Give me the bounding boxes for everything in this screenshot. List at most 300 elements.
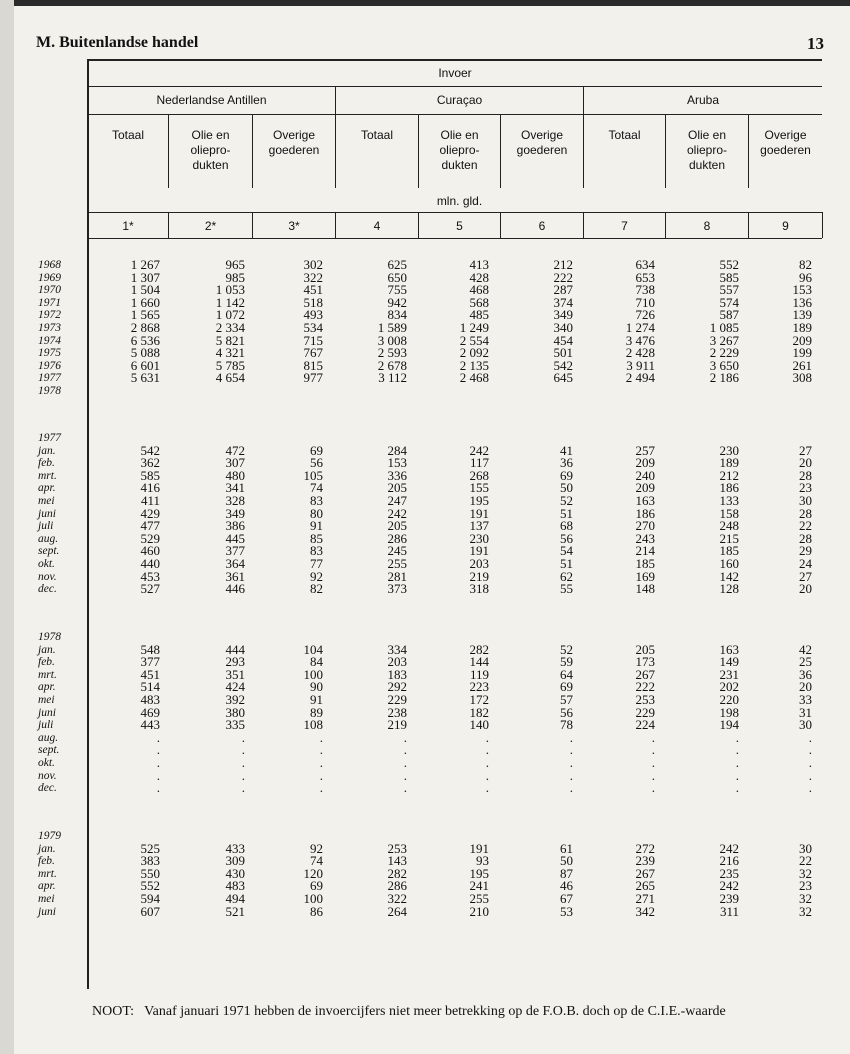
table-cell: 59	[560, 654, 573, 670]
table-cell: 32	[799, 865, 812, 881]
data-column	[165, 830, 245, 918]
table-cell: 272	[635, 840, 655, 856]
table-cell: 128	[719, 581, 739, 597]
table-cell: 548	[140, 641, 160, 657]
table-cell: .	[651, 742, 655, 758]
row-label: apr.	[38, 880, 56, 893]
table-cell: 480	[225, 467, 245, 483]
row-label: mrt.	[38, 668, 57, 681]
table-cell: 265	[635, 878, 655, 894]
table-cell: 377	[225, 543, 245, 559]
row-label: mrt.	[38, 867, 57, 880]
column-number: 1*	[122, 219, 134, 233]
table-cell: 203	[469, 555, 489, 571]
table-cell: 433	[225, 840, 245, 856]
table-cell: 69	[310, 878, 323, 894]
table-cell: 82	[799, 257, 812, 272]
table-cell: 625	[387, 257, 407, 272]
table-cell: 143	[387, 853, 407, 869]
table-cell: .	[569, 767, 573, 783]
table-cell: 5 821	[215, 332, 245, 348]
table-cell: 67	[560, 890, 573, 906]
table-cell: 28	[799, 505, 812, 521]
table-cell: 64	[560, 666, 573, 682]
table-cell: 195	[469, 865, 489, 881]
table-cell: .	[319, 754, 323, 770]
table-cell: 205	[387, 518, 407, 534]
table-cell: .	[651, 767, 655, 783]
table-cell: 212	[553, 257, 573, 272]
table-cell	[253, 385, 323, 398]
table-cell: 444	[225, 641, 245, 657]
table-cell: .	[319, 742, 323, 758]
table-cell: 349	[225, 505, 245, 521]
table-cell: 460	[140, 543, 160, 559]
table-cell: 90	[310, 679, 323, 695]
data-column	[253, 830, 323, 918]
table-cell: 1 142	[215, 294, 245, 310]
table-cell: 216	[719, 853, 739, 869]
table-cell: 383	[140, 853, 160, 869]
table-cell: .	[319, 729, 323, 745]
table-cell: 3 112	[378, 370, 407, 386]
table-cell: 253	[635, 691, 655, 707]
row-label: mrt.	[38, 469, 57, 482]
data-column	[575, 259, 655, 398]
table-cell: 1 589	[377, 319, 407, 335]
table-cell: 424	[225, 679, 245, 695]
subheader-olie: Olie en oliepro- dukten	[190, 128, 231, 172]
table-cell: 985	[225, 269, 245, 285]
column-number: 5	[456, 219, 463, 233]
table-cell: 284	[387, 442, 407, 458]
table-cell: 89	[310, 704, 323, 720]
table-cell: 77	[310, 555, 323, 571]
table-cell: 341	[225, 480, 245, 496]
table-cell: 380	[225, 704, 245, 720]
table-cell: 267	[635, 666, 655, 682]
table-cell: 322	[387, 890, 407, 906]
table-cell: .	[569, 754, 573, 770]
table-cell: 153	[387, 455, 407, 471]
table-cell: 69	[560, 467, 573, 483]
table-cell: 386	[225, 518, 245, 534]
column-number: 3*	[288, 219, 300, 233]
table-cell: 27	[799, 568, 812, 584]
table-cell: 212	[719, 467, 739, 483]
table-cell: 245	[387, 543, 407, 559]
table-cell: 483	[140, 691, 160, 707]
table-cell: 247	[387, 492, 407, 508]
table-cell: 1 249	[459, 319, 489, 335]
page-number: 13	[807, 34, 824, 53]
data-column	[327, 830, 407, 918]
table-cell: 286	[387, 530, 407, 546]
colnum-rule-bottom	[88, 238, 822, 239]
table-cell: 55	[560, 581, 573, 597]
data-column	[88, 432, 160, 596]
table-cell: 529	[140, 530, 160, 546]
table-cell: 183	[387, 666, 407, 682]
data-column	[575, 830, 655, 918]
row-labels	[38, 432, 88, 596]
data-column	[327, 259, 407, 398]
table-cell: .	[651, 729, 655, 745]
table-cell: 69	[310, 442, 323, 458]
data-column	[253, 631, 323, 795]
table-cell: 4 654	[215, 370, 245, 386]
table-cell: 293	[225, 654, 245, 670]
table-cell: 834	[387, 307, 407, 323]
table-cell: 36	[799, 666, 812, 682]
table-cell: 28	[799, 467, 812, 483]
row-label: aug.	[38, 532, 59, 545]
table-cell: 78	[560, 717, 573, 733]
table-cell: 186	[635, 505, 655, 521]
row-label: apr.	[38, 681, 56, 694]
column-number: 6	[538, 219, 546, 233]
table-cell: 29	[799, 543, 812, 559]
table-cell: 5 088	[130, 345, 160, 361]
table-cell: 104	[303, 641, 323, 657]
table-cell: 3 650	[709, 357, 739, 373]
table-cell: 214	[635, 543, 655, 559]
data-column	[575, 432, 655, 596]
data-column	[409, 432, 489, 596]
table-cell: 54	[560, 543, 573, 559]
table-cell: 336	[387, 467, 407, 483]
row-label: 1971	[38, 296, 61, 309]
table-cell: 199	[792, 345, 812, 361]
table-cell: 30	[799, 840, 812, 856]
table-cell: 41	[560, 442, 573, 458]
table-cell: 443	[140, 717, 160, 733]
table-cell: 362	[140, 455, 160, 471]
row-label: nov.	[38, 769, 57, 782]
table-cell: 440	[140, 555, 160, 571]
subheader-overige: Overige goederen	[516, 128, 568, 157]
row-labels	[38, 631, 88, 795]
table-cell: 209	[792, 332, 812, 348]
table-cell: 364	[225, 555, 245, 571]
table-cell: 2 092	[459, 345, 489, 361]
table-cell: 51	[560, 555, 573, 571]
table-cell: 224	[635, 717, 655, 733]
table-cell: .	[485, 780, 489, 796]
table-cell: 82	[310, 581, 323, 597]
table-cell: 653	[635, 269, 655, 285]
row-label: mei	[38, 494, 55, 507]
table-cell: 255	[387, 555, 407, 571]
table-cell: 755	[387, 282, 407, 298]
table-cell: 202	[719, 679, 739, 695]
table-cell: 738	[635, 282, 655, 298]
table-cell: 264	[387, 903, 407, 919]
table-cell: 46	[560, 878, 573, 894]
table-cell: 241	[469, 878, 489, 894]
table-cell: 472	[225, 442, 245, 458]
table-cell: 311	[719, 903, 739, 919]
table-cell	[752, 385, 812, 398]
table-cell: .	[403, 767, 407, 783]
table-cell: 1 085	[709, 319, 739, 335]
table-cell: 219	[469, 568, 489, 584]
table-cell: 1 565	[130, 307, 160, 323]
footnote-label: NOOT:	[92, 1004, 135, 1019]
table-cell: 328	[225, 492, 245, 508]
row-label: sept.	[38, 545, 60, 558]
data-column	[88, 631, 160, 795]
table-cell: 242	[719, 840, 739, 856]
table-cell: 242	[387, 505, 407, 521]
table-cell: 229	[387, 691, 407, 707]
table-cell: 977	[303, 370, 323, 386]
table-cell: 153	[792, 282, 812, 298]
table-cell: 163	[635, 492, 655, 508]
table-cell: 1 274	[625, 319, 655, 335]
table-cell: 173	[635, 654, 655, 670]
table-cell: 194	[719, 717, 739, 733]
table-cell: 105	[303, 467, 323, 483]
table-cell: 308	[792, 370, 812, 386]
row-label: 1978	[38, 384, 61, 397]
invoer-rule	[88, 86, 822, 87]
table-cell: 1 504	[130, 282, 160, 298]
table-cell: 52	[560, 492, 573, 508]
footnote	[92, 1004, 726, 1020]
table-cell: 451	[303, 282, 323, 298]
table-cell: .	[735, 767, 739, 783]
table-cell: 2 468	[459, 370, 489, 386]
table-cell: 815	[303, 357, 323, 373]
subheader-olie: Olie en oliepro- dukten	[439, 128, 480, 172]
table-cell: 525	[140, 840, 160, 856]
table-cell: .	[156, 754, 160, 770]
table-cell: .	[485, 742, 489, 758]
data-column	[165, 432, 245, 596]
row-label: okt.	[38, 756, 55, 769]
data-column	[88, 830, 160, 918]
table-cell: 56	[310, 455, 323, 471]
table-cell: 271	[635, 890, 655, 906]
table-cell: 222	[553, 269, 573, 285]
data-column	[253, 259, 323, 398]
table-cell: .	[319, 767, 323, 783]
table-cell: 229	[635, 704, 655, 720]
row-label: juli	[38, 520, 54, 533]
table-cell: 220	[719, 691, 739, 707]
table-cell: 2 334	[215, 319, 245, 335]
table-cell: 1 053	[215, 282, 245, 298]
table-cell: .	[485, 729, 489, 745]
table-cell: .	[156, 729, 160, 745]
table-cell: 469	[140, 704, 160, 720]
table-cell: 93	[476, 853, 489, 869]
row-labels	[38, 259, 88, 398]
table-cell: 25	[799, 654, 812, 670]
row-label: juni	[38, 706, 56, 719]
table-cell: 282	[387, 865, 407, 881]
table-cell: 68	[560, 518, 573, 534]
table-cell	[327, 385, 407, 398]
data-column	[253, 432, 323, 596]
table-cell: .	[241, 780, 245, 796]
row-label: apr.	[38, 482, 56, 495]
table-cell: 155	[469, 480, 489, 496]
table-cell: 23	[799, 878, 812, 894]
table-cell: 292	[387, 679, 407, 695]
table-cell: 645	[553, 370, 573, 386]
table-cell	[165, 385, 245, 398]
table-cell: 1 072	[215, 307, 245, 323]
table-cell: 477	[140, 518, 160, 534]
table-cell: 28	[799, 530, 812, 546]
table-cell: 20	[799, 679, 812, 695]
table-cell: 430	[225, 865, 245, 881]
table-cell: .	[808, 729, 812, 745]
table-cell: 281	[387, 568, 407, 584]
table-cell: 518	[303, 294, 323, 310]
table-cell: 377	[140, 654, 160, 670]
table-cell: 119	[469, 666, 489, 682]
table-cell: 239	[719, 890, 739, 906]
table-cell: 96	[799, 269, 812, 285]
table-cell: 239	[635, 853, 655, 869]
table-cell: .	[808, 742, 812, 758]
table-cell: 172	[469, 691, 489, 707]
table-cell: 51	[560, 505, 573, 521]
row-label: dec.	[38, 583, 57, 596]
table-cell: .	[403, 754, 407, 770]
table-cell: 429	[140, 505, 160, 521]
table-cell: .	[735, 742, 739, 758]
row-label: juni	[38, 905, 56, 918]
table-cell: 2 593	[377, 345, 407, 361]
table-cell: 198	[719, 704, 739, 720]
table-cell: 527	[140, 581, 160, 597]
unit-rule-top	[88, 212, 822, 213]
table-cell: 322	[303, 269, 323, 285]
table-cell: 69	[560, 679, 573, 695]
table-cell: 373	[387, 581, 407, 597]
table-cell: 568	[469, 294, 489, 310]
table-cell: 309	[225, 853, 245, 869]
table-cell: 42	[799, 641, 812, 657]
data-column	[165, 259, 245, 398]
row-label: dec.	[38, 782, 57, 795]
table-cell: 334	[387, 641, 407, 657]
table-cell: .	[156, 742, 160, 758]
data-column	[503, 259, 573, 398]
row-label: 1978	[38, 631, 61, 643]
table-cell: 340	[553, 319, 573, 335]
row-label: 1975	[38, 347, 61, 360]
data-column	[659, 259, 739, 398]
group-rule	[88, 114, 822, 115]
table-cell: 351	[225, 666, 245, 682]
row-label: 1973	[38, 321, 61, 334]
table-cell: 585	[719, 269, 739, 285]
row-label: 1976	[38, 359, 61, 372]
data-column	[659, 432, 739, 596]
table-cell: 587	[719, 307, 739, 323]
row-label: 1969	[38, 271, 61, 284]
table-cell: 56	[560, 704, 573, 720]
table-cell: 4 321	[215, 345, 245, 361]
row-label: mei	[38, 892, 55, 905]
footnote-text: Vanaf januari 1971 hebben de invoercijfers niet meer betrekking op de F.O.B. doch op de C.I.E.-waarde	[144, 1004, 726, 1019]
table-cell	[575, 385, 655, 398]
table-cell: .	[241, 729, 245, 745]
table-cell: 413	[469, 257, 489, 272]
table-cell: 342	[635, 903, 655, 919]
column-number: 4	[373, 219, 381, 233]
table-cell: 27	[799, 442, 812, 458]
table-cell: .	[651, 754, 655, 770]
row-label: feb.	[38, 656, 55, 669]
table-cell: 137	[469, 518, 489, 534]
table-cell: 62	[560, 568, 573, 584]
table-cell: 160	[719, 555, 739, 571]
table-cell	[409, 385, 489, 398]
table-cell: 139	[792, 307, 812, 323]
table-cell: 650	[387, 269, 407, 285]
table-cell: 50	[560, 480, 573, 496]
row-label: okt.	[38, 557, 55, 570]
table-cell: 91	[310, 691, 323, 707]
table-cell: 574	[719, 294, 739, 310]
table-cell: 83	[310, 543, 323, 559]
table-cell: 767	[303, 345, 323, 361]
table-cell: .	[735, 754, 739, 770]
table-cell: 238	[387, 704, 407, 720]
table-cell: 80	[310, 505, 323, 521]
table-cell: 607	[140, 903, 160, 919]
data-column	[327, 631, 407, 795]
data-column	[88, 259, 160, 398]
table-cell: 416	[140, 480, 160, 496]
table-cell: .	[241, 742, 245, 758]
table-cell: 392	[225, 691, 245, 707]
table-cell: 248	[719, 518, 739, 534]
row-labels	[38, 830, 88, 918]
table-cell: 552	[719, 257, 739, 272]
table-cell: 2 494	[625, 370, 655, 386]
table-cell: 942	[387, 294, 407, 310]
table-cell: .	[569, 742, 573, 758]
table-cell: 235	[719, 865, 739, 881]
invoer-header: Invoer	[438, 66, 472, 80]
table-cell: 148	[635, 581, 655, 597]
table-cell: 361	[225, 568, 245, 584]
table-cell: 191	[469, 505, 489, 521]
table-cell	[503, 385, 573, 398]
table-cell: 144	[469, 654, 489, 670]
table-cell: 140	[469, 717, 489, 733]
subheader-totaal: Totaal	[360, 128, 394, 142]
table-cell: .	[403, 742, 407, 758]
table-cell: 318	[469, 581, 489, 597]
table-cell: 20	[799, 455, 812, 471]
table-cell: 195	[469, 492, 489, 508]
table-cell: 163	[719, 641, 739, 657]
table-cell: 222	[635, 679, 655, 695]
table-cell: 485	[469, 307, 489, 323]
table-cell: 186	[719, 480, 739, 496]
column-number: 7	[621, 219, 628, 233]
data-column	[752, 432, 812, 596]
table-cell: .	[241, 767, 245, 783]
